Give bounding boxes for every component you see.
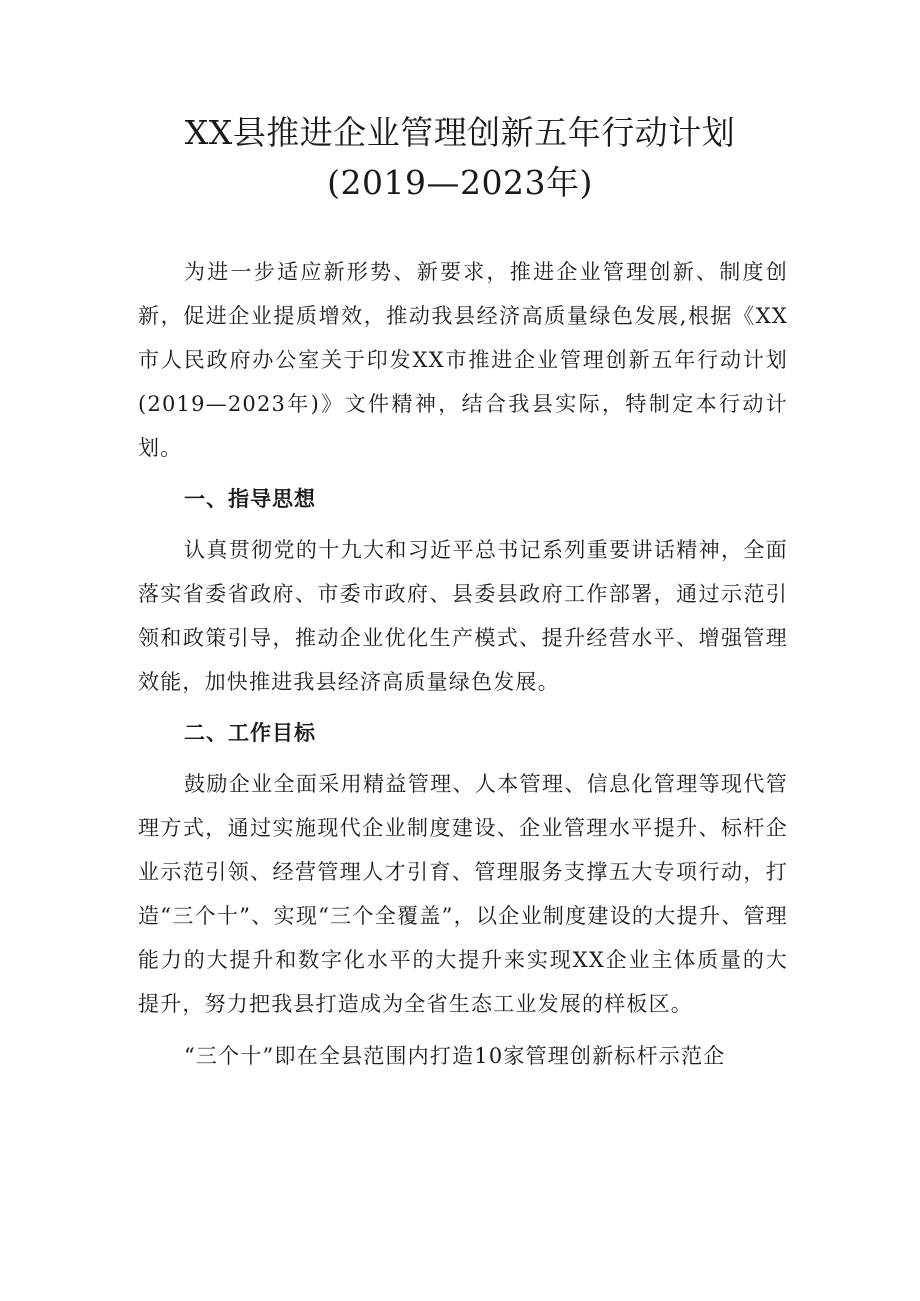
section-heading-work-goals: 二、工作目标 [184,721,316,745]
intro-paragraph: 为进一步适应新形势、新要求，推进企业管理创新、制度创新，促进企业提质增效，推动我县经济高质量绿色发展,根据《XX市人民政府办公室关于印发XX市推进企业管理创新五年行动计划(2019—2023年)》文件精神，结合我县实际，特制定本行动计划。 [138,260,788,460]
document-body [138,250,788,1078]
three-tens-paragraph: “三个十”即在全县范围内打造10家管理创新标杆示范企 [184,1044,726,1068]
work-goals-paragraph: 鼓励企业全面采用精益管理、人本管理、信息化管理等现代管理方式，通过实施现代企业制度建设、企业管理水平提升、标杆企业示范引领、经营管理人才引育、管理服务支撑五大专项行动，打造“三个十”、实现“三个全覆盖”，以企业制度建设的大提升、管理能力的大提升和数字化水平的大提升来实现XX企业主体质量的大提升，努力把我县打造成为全省生态工业发展的样板区。 [138,772,788,1016]
guiding-ideology-paragraph: 认真贯彻党的十九大和习近平总书记系列重要讲话精神，全面落实省委省政府、市委市政府、县委县政府工作部署，通过示范引领和政策引导，推动企业优化生产模式、提升经营水平、增强管理效能，加快推进我县经济高质量绿色发展。 [138,538,788,694]
section-heading-guiding-ideology: 一、指导思想 [184,487,316,511]
title-line-2: (2019—2023年) [327,163,593,202]
title-line-1: XX县推进企业管理创新五年行动计划 [184,113,736,152]
document-title [0,108,920,208]
